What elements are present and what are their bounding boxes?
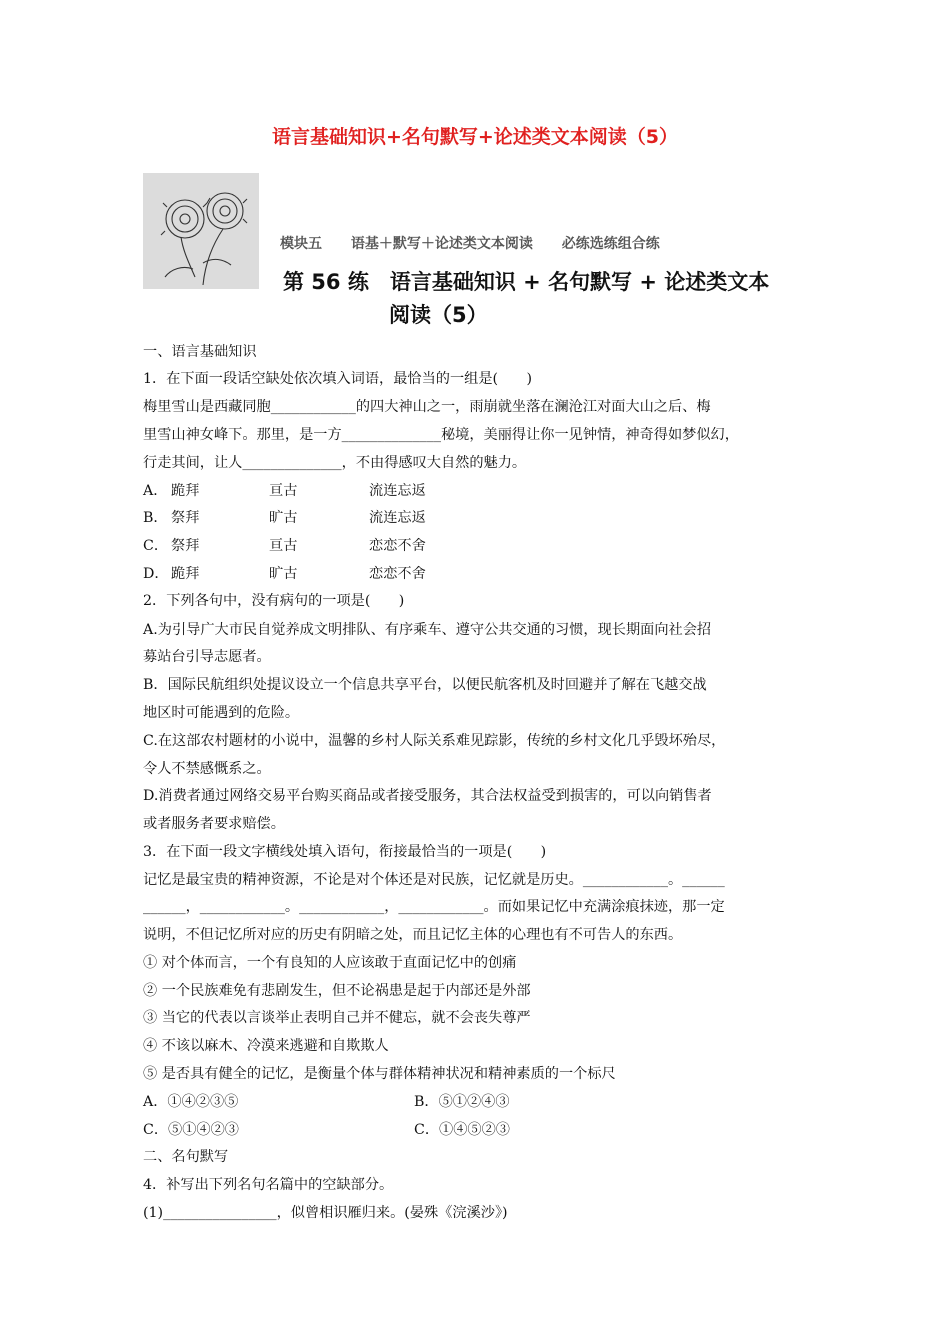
- option-letter: A．: [143, 483, 168, 499]
- option-line: 或者服务者要求赔偿。: [143, 816, 285, 832]
- option-line: D.消费者通过网络交易平台购买商品或者接受服务，其合法权益受到损害的，可以向销售者: [143, 788, 712, 804]
- numbered-sentence: ④ 不该以麻木、冷漠来逃避和自欺欺人: [143, 1038, 389, 1054]
- option-word: 亘古: [269, 483, 298, 499]
- question-stem: 2．下列各句中，没有病句的一项是( ): [143, 593, 405, 609]
- passage-line: 梅里雪山是西藏同胞____________的四大神山之一，雨崩就坐落在澜沧江对面大山之后、梅: [143, 399, 711, 415]
- passage-line: 说明，不但记忆所对应的历史有阴暗之处，而且记忆主体的心理也有不可告人的东西。: [143, 927, 683, 943]
- option-word: 祭拜: [171, 510, 200, 526]
- flower-illustration: [143, 173, 259, 289]
- option-text: C．⑤①④②③: [143, 1122, 239, 1138]
- practice-title-line2: 阅读（5）: [389, 303, 488, 327]
- section-heading: 二、名句默写: [143, 1149, 229, 1165]
- option-letter: D．: [143, 566, 169, 582]
- option-word: 恋恋不舍: [369, 566, 426, 582]
- question-stem: 1．在下面一段话空缺处依次填入词语，最恰当的一组是( ): [143, 371, 532, 387]
- option-word: 恋恋不舍: [369, 538, 426, 554]
- option-text: A．①④②③⑤: [143, 1094, 239, 1110]
- option-word: 跪拜: [171, 483, 200, 499]
- question-stem: 3．在下面一段文字横线处填入语句，衔接最恰当的一项是( ): [143, 844, 547, 860]
- numbered-sentence: ② 一个民族难免有悲剧发生，但不论祸患是起于内部还是外部: [143, 983, 531, 999]
- option-row: [143, 508, 426, 528]
- passage-line: 里雪山神女峰下。那里，是一方______________秘境，美丽得让你一见钟情，神奇得如梦似幻，: [143, 427, 739, 443]
- option-word: 跪拜: [171, 566, 200, 582]
- option-word: 亘古: [269, 538, 298, 554]
- option-word: 旷古: [269, 566, 298, 582]
- section-heading: 一、语言基础知识: [143, 344, 257, 360]
- option-letter: B．: [143, 510, 168, 526]
- document-title: 语言基础知识+名句默写+论述类文本阅读（5）: [271, 126, 679, 148]
- passage-line: ______，____________。____________，____________。而如果记忆中充满涂痕抹迹，那一定: [143, 899, 725, 915]
- numbered-sentence: ① 对个体而言，一个有良知的人应该敢于直面记忆中的创痛: [143, 955, 517, 971]
- option-line: 令人不禁感慨系之。: [143, 761, 271, 777]
- option-word: 流连忘返: [369, 483, 426, 499]
- numbered-sentence: ③ 当它的代表以言谈举止表明自己并不健忘，就不会丧失尊严: [143, 1010, 531, 1026]
- question-stem: 4．补写出下列名句名篇中的空缺部分。: [143, 1177, 394, 1193]
- passage-line: 记忆是最宝贵的精神资源，不论是对个体还是对民族，记忆就是历史。____________。______: [143, 872, 725, 888]
- passage-line: 行走其间，让人______________，不由得感叹大自然的魅力。: [143, 455, 527, 471]
- option-text: B．⑤①②④③: [414, 1094, 510, 1110]
- numbered-sentence: ⑤ 是否具有健全的记忆，是衡量个体与群体精神状况和精神素质的一个标尺: [143, 1066, 616, 1082]
- option-word: 流连忘返: [369, 510, 426, 526]
- option-word: 旷古: [269, 510, 298, 526]
- option-letter: C．: [143, 538, 169, 554]
- option-line: C.在这部农村题材的小说中，温馨的乡村人际关系难见踪影，传统的乡村文化几乎毁坏殆尽，: [143, 733, 726, 749]
- option-row: [143, 536, 426, 556]
- module-subtitle: 模块五 语基＋默写＋论述类文本阅读 必练选练组合练: [280, 236, 660, 252]
- practice-title-line1: 第 56 练 语言基础知识 + 名句默写 + 论述类文本: [283, 270, 770, 294]
- option-row: [143, 481, 426, 501]
- option-line: B．国际民航组织处提议设立一个信息共享平台，以便民航客机及时回避并了解在飞越交战: [143, 677, 707, 693]
- flower-icon: [143, 173, 259, 289]
- fill-in-item: (1)________________，似曾相识雁归来。(晏殊《浣溪沙》): [143, 1205, 508, 1221]
- option-line: A.为引导广大市民自觉养成文明排队、有序乘车、遵守公共交通的习惯，现长期面向社会招: [143, 622, 712, 638]
- option-text: C．①④⑤②③: [414, 1122, 510, 1138]
- option-line: 募站台引导志愿者。: [143, 649, 271, 665]
- option-line: 地区时可能遇到的危险。: [143, 705, 300, 721]
- option-word: 祭拜: [171, 538, 200, 554]
- option-row: [143, 564, 426, 584]
